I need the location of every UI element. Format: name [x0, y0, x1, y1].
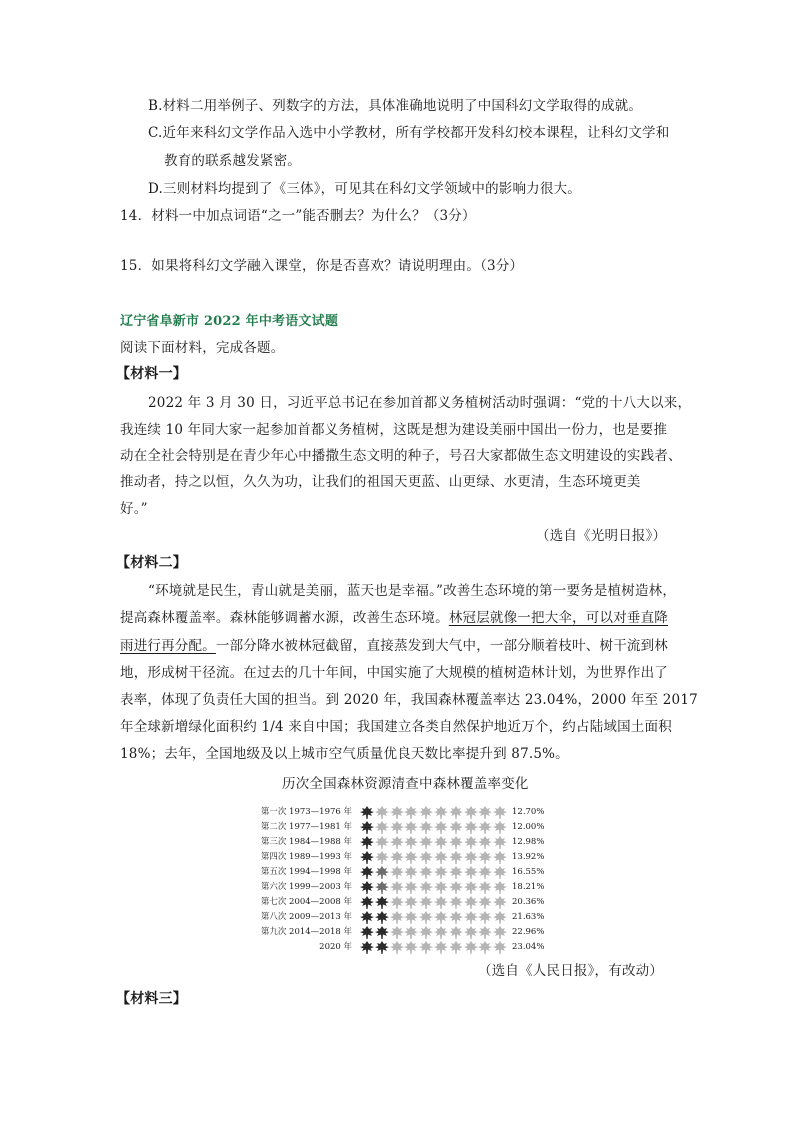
tree-icon [493, 926, 507, 939]
tree-icon [360, 896, 374, 909]
material2-line: “环境就是民生，青山就是美丽，蓝天也是幸福。”改善生态环境的第一要务是植树造林， [148, 583, 677, 599]
chart-value-label: 22.96% [512, 927, 545, 937]
tree-icon [464, 866, 478, 879]
tree-icon [404, 836, 418, 849]
tree-icon [404, 926, 418, 939]
material2-plain-text: 提高森林覆盖率。森林能够调蓄水源，改善生态环境。 [120, 610, 449, 626]
chart-category-label: 第五次 1994—1998 年 [260, 867, 352, 877]
tree-icon [419, 941, 433, 954]
tree-icon [360, 806, 374, 819]
chart-row [236, 895, 566, 910]
chart-category-label: 第四次 1989—1993 年 [260, 852, 352, 862]
tree-icon [493, 866, 507, 879]
tree-icon [493, 896, 507, 909]
chart-category-label: 第六次 1999—2003 年 [260, 882, 352, 892]
chart-row [236, 835, 566, 850]
tree-icon [360, 881, 374, 894]
tree-icon [449, 941, 463, 954]
tree-icon [390, 911, 404, 924]
tree-icon [464, 851, 478, 864]
tree-icon [464, 911, 478, 924]
tree-icon [419, 911, 433, 924]
tree-icon [375, 836, 389, 849]
tree-icon [478, 806, 492, 819]
tree-icon [404, 896, 418, 909]
material2-line: 年全球新增绿化面积约 1/4 来自中国；我国建立各类自然保护地近万个，约占陆域国土面积 [120, 719, 672, 735]
tree-icon [464, 926, 478, 939]
chart-category-label: 第三次 1984—1988 年 [260, 837, 352, 847]
material1-label: 【材料一】 [116, 366, 187, 382]
tree-icon [464, 806, 478, 819]
tree-icon [419, 821, 433, 834]
material2-line [120, 609, 668, 627]
material2-line: 地，形成树干径流。在过去的几十年间，中国实施了大规模的植树造林计划，为世界作出了 [120, 665, 668, 681]
tree-icon [419, 851, 433, 864]
material2-line [120, 637, 668, 655]
chart-category-label: 第七次 2004—2008 年 [260, 897, 352, 907]
tree-icon [449, 911, 463, 924]
tree-icon [464, 836, 478, 849]
tree-icon [493, 941, 507, 954]
tree-icon [390, 881, 404, 894]
option-d: D.三则材料均提到了《三体》，可见其在科幻文学领域中的影响力很大。 [148, 181, 581, 197]
tree-icon [404, 941, 418, 954]
tree-icon [464, 821, 478, 834]
material1-line: 2022 年 3 月 30 日，习近平总书记在参加首都义务植树活动时强调：“党的十八大以来， [148, 395, 692, 411]
material2-underlined-text: 雨进行再分配。 [120, 638, 216, 654]
tree-icon [360, 821, 374, 834]
tree-icon [375, 896, 389, 909]
material1-line: 好。” [120, 501, 148, 517]
material2-source: （选自《人民日报》，有改动） [478, 963, 664, 979]
tree-icon [375, 926, 389, 939]
tree-icon [434, 866, 448, 879]
material2-line: 表率，体现了负责任大国的担当。到 2020 年，我国森林覆盖率达 23.04%，2000 年至 2017 [120, 692, 698, 708]
tree-icon [478, 851, 492, 864]
tree-icon [419, 836, 433, 849]
tree-icon [390, 941, 404, 954]
tree-icon [375, 866, 389, 879]
chart-bar [360, 836, 508, 849]
chart-value-label: 18.21% [512, 882, 545, 892]
tree-icon [375, 941, 389, 954]
tree-icon [375, 881, 389, 894]
tree-icon [478, 896, 492, 909]
chart-value-label: 23.04% [512, 942, 545, 952]
tree-icon [478, 881, 492, 894]
material2-label: 【材料二】 [116, 555, 187, 571]
option-c-line2: 教育的联系越发紧密。 [164, 153, 301, 169]
tree-icon [390, 926, 404, 939]
tree-icon [404, 911, 418, 924]
tree-icon [434, 806, 448, 819]
chart-row [236, 805, 566, 820]
tree-icon [360, 836, 374, 849]
tree-icon [493, 836, 507, 849]
tree-icon [434, 836, 448, 849]
chart-bar [360, 941, 508, 954]
tree-icon [419, 866, 433, 879]
tree-icon [360, 911, 374, 924]
chart-row [236, 940, 566, 955]
chart-bar [360, 806, 508, 819]
tree-icon [478, 821, 492, 834]
tree-icon [419, 806, 433, 819]
section-instruction: 阅读下面材料，完成各题。 [120, 340, 285, 356]
material1-line: 推动者，持之以恒，久久为功，让我们的祖国天更蓝、山更绿、水更清，生态环境更美 [120, 474, 641, 490]
tree-icon [404, 851, 418, 864]
tree-icon [434, 851, 448, 864]
tree-icon [464, 941, 478, 954]
chart-value-label: 13.92% [512, 852, 545, 862]
tree-icon [464, 881, 478, 894]
tree-icon [434, 821, 448, 834]
tree-icon [419, 926, 433, 939]
tree-icon [390, 821, 404, 834]
chart-row [236, 820, 566, 835]
chart-bar [360, 911, 508, 924]
chart-value-label: 21.63% [512, 912, 545, 922]
tree-icon [360, 941, 374, 954]
tree-icon [375, 806, 389, 819]
tree-icon [464, 896, 478, 909]
tree-icon [478, 941, 492, 954]
chart-bar [360, 851, 508, 864]
chart-value-label: 12.70% [512, 807, 545, 817]
tree-icon [434, 911, 448, 924]
tree-icon [390, 836, 404, 849]
tree-icon [493, 881, 507, 894]
option-b: B.材料二用举例子、列数字的方法，具体准确地说明了中国科幻文学取得的成就。 [148, 98, 643, 114]
tree-icon [478, 926, 492, 939]
tree-icon [404, 821, 418, 834]
tree-icon [360, 866, 374, 879]
tree-icon [375, 821, 389, 834]
chart-bar [360, 866, 508, 879]
chart-category-label: 第九次 2014—2018 年 [260, 927, 352, 937]
tree-icon [449, 806, 463, 819]
chart-category-label: 第一次 1973—1976 年 [260, 807, 352, 817]
chart-bar [360, 896, 508, 909]
tree-icon [493, 851, 507, 864]
tree-icon [449, 836, 463, 849]
material2-underlined-text: 林冠层就像一把大伞，可以对垂直降 [448, 610, 669, 626]
tree-icon [449, 851, 463, 864]
chart-bar [360, 821, 508, 834]
chart-value-label: 20.36% [512, 897, 545, 907]
tree-icon [375, 851, 389, 864]
chart-row [236, 880, 566, 895]
tree-icon [404, 806, 418, 819]
material2-plain-text: 一部分降水被林冠截留，直接蒸发到大气中，一部分顺着枝叶、树干流到林 [215, 638, 669, 654]
tree-icon [478, 911, 492, 924]
tree-icon [449, 881, 463, 894]
section-heading: 辽宁省阜新市 2022 年中考语文试题 [120, 314, 339, 329]
chart-row [236, 910, 566, 925]
tree-icon [390, 806, 404, 819]
chart-title: 历次全国森林资源清查中森林覆盖率变化 [282, 776, 529, 792]
material1-source: （选自《光明日报》） [536, 528, 667, 544]
tree-icon [434, 941, 448, 954]
tree-icon [478, 836, 492, 849]
tree-icon [493, 806, 507, 819]
tree-icon [449, 866, 463, 879]
chart-category-label: 第二次 1977—1981 年 [260, 822, 352, 832]
chart-row [236, 865, 566, 880]
tree-icon [390, 851, 404, 864]
tree-icon [449, 926, 463, 939]
chart-bar [360, 926, 508, 939]
material3-label: 【材料三】 [116, 991, 187, 1007]
tree-icon [375, 911, 389, 924]
question-14: 14．材料一中加点词语“之一”能否删去？为什么？（3分） [120, 208, 476, 224]
tree-icon [434, 896, 448, 909]
tree-icon [419, 896, 433, 909]
option-c-line1: C.近年来科幻文学作品入选中小学教材，所有学校都开发科幻校本课程，让科幻文学和 [148, 125, 670, 141]
tree-icon [404, 881, 418, 894]
tree-icon [434, 881, 448, 894]
chart-bar [360, 881, 508, 894]
tree-icon [478, 866, 492, 879]
chart-category-label: 2020 年 [319, 942, 352, 952]
chart-category-label: 第八次 2009—2013 年 [260, 912, 352, 922]
tree-icon [390, 896, 404, 909]
tree-icon [404, 866, 418, 879]
chart-value-label: 16.55% [512, 867, 545, 877]
chart-row [236, 850, 566, 865]
tree-icon [449, 821, 463, 834]
tree-icon [434, 926, 448, 939]
tree-icon [419, 881, 433, 894]
material2-line: 18%；去年，全国地级及以上城市空气质量优良天数比率提升到 87.5%。 [120, 746, 569, 762]
chart-row [236, 925, 566, 940]
question-15: 15．如果将科幻文学融入课堂，你是否喜欢？请说明理由。（3分） [120, 258, 524, 274]
tree-icon [360, 851, 374, 864]
chart-value-label: 12.98% [512, 837, 545, 847]
tree-icon [449, 896, 463, 909]
forest-coverage-chart [236, 805, 566, 953]
tree-icon [493, 911, 507, 924]
tree-icon [390, 866, 404, 879]
material1-line: 动在全社会特别是在青少年心中播撒生态文明的种子，号召大家都做生态文明建设的实践者、 [120, 448, 682, 464]
material1-line: 我连续 10 年同大家一起参加首都义务植树，这既是想为建设美丽中国出一份力，也是要推 [120, 422, 668, 438]
chart-value-label: 12.00% [512, 822, 545, 832]
tree-icon [360, 926, 374, 939]
tree-icon [493, 821, 507, 834]
